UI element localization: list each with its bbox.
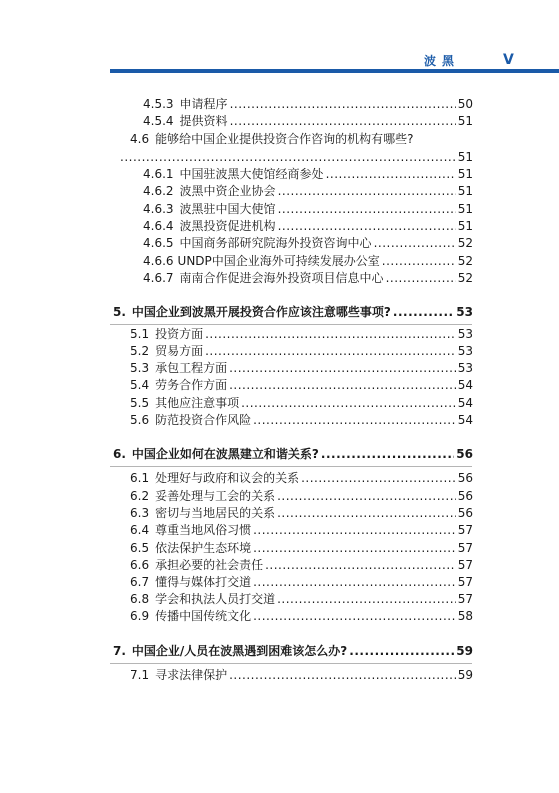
toc-entry-number: 6.2 bbox=[130, 489, 150, 503]
toc-entry-title: 其他应注意事项 bbox=[155, 396, 240, 410]
toc-entry-number: 4.6.4 bbox=[143, 219, 174, 233]
toc-entry-number: 6.3 bbox=[130, 506, 150, 520]
toc-leader-dots bbox=[386, 271, 456, 286]
toc-entry-6-2[interactable] bbox=[130, 489, 473, 504]
toc-entry-number: 6.7 bbox=[130, 575, 150, 589]
running-header-title: 波黑 bbox=[424, 54, 461, 68]
toc-entry-title: 妥善处理与工会的关系 bbox=[155, 489, 276, 503]
toc-entry-number: 4.5.4 bbox=[143, 114, 174, 128]
toc-entry-title: 学会和执法人员打交道 bbox=[155, 592, 276, 606]
toc-entry-page: 56 bbox=[457, 506, 473, 520]
toc-entry-4-5-4[interactable] bbox=[143, 114, 473, 129]
toc-entry-page: 54 bbox=[457, 413, 473, 427]
toc-entry-number: 5.2 bbox=[130, 344, 150, 358]
toc-entry-title: 承担必要的社会责任 bbox=[155, 558, 264, 572]
section-divider bbox=[110, 663, 472, 664]
toc-leader-dots bbox=[229, 378, 456, 393]
toc-entry-title: 防范投资合作风险 bbox=[155, 413, 252, 427]
toc-entry-page: 56 bbox=[456, 447, 473, 461]
toc-entry-page: 52 bbox=[457, 254, 473, 268]
toc-entry-7-1[interactable] bbox=[130, 668, 473, 683]
toc-entry-number: 6.6 bbox=[130, 558, 150, 572]
toc-entry-number: 5.6 bbox=[130, 413, 150, 427]
header-rule bbox=[110, 69, 559, 73]
toc-entry-title: 劳务合作方面 bbox=[155, 378, 228, 392]
toc-entry-5-1[interactable] bbox=[130, 327, 473, 342]
toc-entry-title: 波黑投资促进机构 bbox=[179, 219, 276, 233]
toc-entry-title: 波黑中资企业协会 bbox=[179, 184, 276, 198]
toc-leader-dots bbox=[205, 344, 456, 359]
section-divider bbox=[110, 324, 472, 325]
toc-entry-page: 51 bbox=[457, 167, 473, 181]
toc-leader-dots bbox=[277, 592, 456, 607]
toc-leader-dots bbox=[278, 184, 456, 199]
toc-leader-dots bbox=[253, 609, 456, 624]
toc-entry-title: 尊重当地风俗习惯 bbox=[155, 523, 252, 537]
toc-entry-6-8[interactable] bbox=[130, 592, 473, 607]
toc-entry-6-3[interactable] bbox=[130, 506, 473, 521]
toc-entry-6-5[interactable] bbox=[130, 541, 473, 556]
toc-entry-page: 53 bbox=[457, 361, 473, 375]
toc-entry-number: 6. bbox=[113, 447, 126, 461]
toc-entry-page: 53 bbox=[457, 344, 473, 358]
toc-entry-4-6-1[interactable] bbox=[143, 167, 473, 182]
toc-leader-dots bbox=[382, 254, 456, 269]
toc-entry-page: 51 bbox=[457, 219, 473, 233]
toc-entry-number: 6.9 bbox=[130, 609, 150, 623]
toc-leader-dots bbox=[301, 471, 456, 486]
toc-entry-title: 南南合作促进会海外投资项目信息中心 bbox=[179, 271, 384, 285]
toc-entry-number: 7. bbox=[113, 644, 126, 658]
toc-entry-title: 申请程序 bbox=[179, 97, 228, 111]
toc-leader-dots bbox=[349, 644, 454, 659]
toc-leader-dots bbox=[393, 305, 454, 320]
toc-entry-title: 传播中国传统文化 bbox=[155, 609, 252, 623]
running-header-page-number: V bbox=[503, 52, 514, 68]
toc-entry-number: 5.3 bbox=[130, 361, 150, 375]
toc-entry-page: 51 bbox=[457, 184, 473, 198]
toc-entry-number: 4.5.3 bbox=[143, 97, 174, 111]
toc-leader-dots bbox=[253, 541, 456, 556]
toc-entry-page: 53 bbox=[456, 305, 473, 319]
toc-entry-page: 57 bbox=[457, 523, 473, 537]
toc-entry-page: 57 bbox=[457, 592, 473, 606]
toc-entry-title: 中国企业如何在波黑建立和谐关系? bbox=[131, 447, 319, 461]
toc-leader-dots bbox=[205, 327, 456, 342]
toc-entry-title: 贸易方面 bbox=[155, 344, 204, 358]
toc-entry-number: 4.6.2 bbox=[143, 184, 174, 198]
toc-entry-title: 密切与当地居民的关系 bbox=[155, 506, 276, 520]
toc-entry-page: 51 bbox=[457, 114, 473, 128]
toc-entry-5-6[interactable] bbox=[130, 413, 473, 428]
toc-entry-number: 5.5 bbox=[130, 396, 150, 410]
toc-leader-dots bbox=[120, 150, 456, 165]
toc-entry-title: 中国企业到波黑开展投资合作应该注意哪些事项? bbox=[131, 305, 391, 319]
toc-entry-4-6[interactable] bbox=[130, 132, 473, 147]
toc-entry-4-5-3[interactable] bbox=[143, 97, 473, 112]
toc-entry-title: 处理好与政府和议会的关系 bbox=[155, 471, 300, 485]
toc-entry-6-1[interactable] bbox=[130, 471, 473, 486]
toc-entry-page: 56 bbox=[457, 471, 473, 485]
toc-chapter-7[interactable] bbox=[113, 644, 473, 659]
toc-entry-title: 寻求法律保护 bbox=[155, 668, 228, 682]
toc-entry-number: 6.4 bbox=[130, 523, 150, 537]
toc-leader-dots bbox=[277, 489, 456, 504]
toc-entry-number: 6.5 bbox=[130, 541, 150, 555]
toc-entry-title: UNDP中国企业海外可持续发展办公室 bbox=[177, 254, 380, 268]
toc-entry-page: 51 bbox=[457, 150, 473, 164]
toc-entry-4-6-3[interactable] bbox=[143, 202, 473, 217]
toc-leader-dots bbox=[253, 413, 456, 428]
toc-entry-number: 4.6 bbox=[130, 132, 150, 146]
toc-entry-page: 58 bbox=[457, 609, 473, 623]
toc-entry-5-5[interactable] bbox=[130, 396, 473, 411]
toc-leader-dots bbox=[277, 506, 456, 521]
toc-entry-4-6-2[interactable] bbox=[143, 184, 473, 199]
toc-entry-title: 承包工程方面 bbox=[155, 361, 228, 375]
toc-entry-title: 投资方面 bbox=[155, 327, 204, 341]
toc-entry-4-6-continuation[interactable] bbox=[118, 150, 473, 165]
toc-entry-4-6-5[interactable] bbox=[143, 236, 473, 251]
toc-entry-6-9[interactable] bbox=[130, 609, 473, 624]
toc-entry-page: 57 bbox=[457, 575, 473, 589]
toc-entry-page: 52 bbox=[457, 271, 473, 285]
toc-entry-6-7[interactable] bbox=[130, 575, 473, 590]
toc-leader-dots bbox=[229, 361, 456, 376]
toc-leader-dots bbox=[230, 97, 456, 112]
toc-entry-title: 中国商务部研究院海外投资咨询中心 bbox=[179, 236, 372, 250]
toc-entry-5-4[interactable] bbox=[130, 378, 473, 393]
toc-entry-page: 57 bbox=[457, 541, 473, 555]
toc-entry-title: 中国企业/人员在波黑遇到困难该怎么办? bbox=[131, 644, 348, 658]
toc-entry-number: 4.6.7 bbox=[143, 271, 174, 285]
toc-entry-number: 4.6.1 bbox=[143, 167, 174, 181]
toc-entry-5-3[interactable] bbox=[130, 361, 473, 376]
toc-leader-dots bbox=[253, 575, 456, 590]
toc-leader-dots bbox=[374, 236, 456, 251]
toc-leader-dots bbox=[241, 396, 456, 411]
toc-leader-dots bbox=[265, 558, 456, 573]
toc-entry-6-6[interactable] bbox=[130, 558, 473, 573]
toc-leader-dots bbox=[253, 523, 456, 538]
toc-entry-number: 5.4 bbox=[130, 378, 150, 392]
toc-entry-page: 54 bbox=[457, 378, 473, 392]
toc-entry-page: 52 bbox=[457, 236, 473, 250]
toc-entry-4-6-6[interactable] bbox=[143, 254, 473, 269]
toc-entry-page: 54 bbox=[457, 396, 473, 410]
toc-entry-number: 5.1 bbox=[130, 327, 150, 341]
toc-entry-title: 懂得与媒体打交道 bbox=[155, 575, 252, 589]
toc-leader-dots bbox=[229, 668, 456, 683]
toc-entry-page: 56 bbox=[457, 489, 473, 503]
toc-leader-dots bbox=[278, 202, 456, 217]
toc-entry-page: 59 bbox=[457, 668, 473, 682]
toc-entry-page: 53 bbox=[457, 327, 473, 341]
toc-entry-number: 4.6.6 bbox=[143, 254, 174, 268]
toc-entry-title: 能够给中国企业提供投资合作咨询的机构有哪些? bbox=[155, 132, 414, 146]
toc-entry-title: 依法保护生态环境 bbox=[155, 541, 252, 555]
toc-entry-number: 6.1 bbox=[130, 471, 150, 485]
toc-leader-dots bbox=[230, 114, 456, 129]
toc-entry-6-4[interactable] bbox=[130, 523, 473, 538]
toc-entry-page: 57 bbox=[457, 558, 473, 572]
toc-chapter-5[interactable] bbox=[113, 305, 473, 320]
section-divider bbox=[110, 466, 472, 467]
toc-leader-dots bbox=[326, 167, 456, 182]
toc-entry-number: 4.6.3 bbox=[143, 202, 174, 216]
toc-entry-number: 7.1 bbox=[130, 668, 150, 682]
toc-entry-5-2[interactable] bbox=[130, 344, 473, 359]
toc-leader-dots bbox=[321, 447, 454, 462]
toc-entry-page: 59 bbox=[456, 644, 473, 658]
toc-leader-dots bbox=[278, 219, 456, 234]
toc-entry-title: 波黑驻中国大使馆 bbox=[179, 202, 276, 216]
toc-entry-title: 中国驻波黑大使馆经商参处 bbox=[179, 167, 324, 181]
toc-entry-page: 51 bbox=[457, 202, 473, 216]
toc-entry-number: 5. bbox=[113, 305, 126, 319]
toc-entry-number: 6.8 bbox=[130, 592, 150, 606]
toc-entry-4-6-4[interactable] bbox=[143, 219, 473, 234]
toc-entry-title: 提供资料 bbox=[179, 114, 228, 128]
toc-entry-page: 50 bbox=[457, 97, 473, 111]
toc-entry-number: 4.6.5 bbox=[143, 236, 174, 250]
toc-chapter-6[interactable] bbox=[113, 447, 473, 462]
toc-entry-4-6-7[interactable] bbox=[143, 271, 473, 286]
